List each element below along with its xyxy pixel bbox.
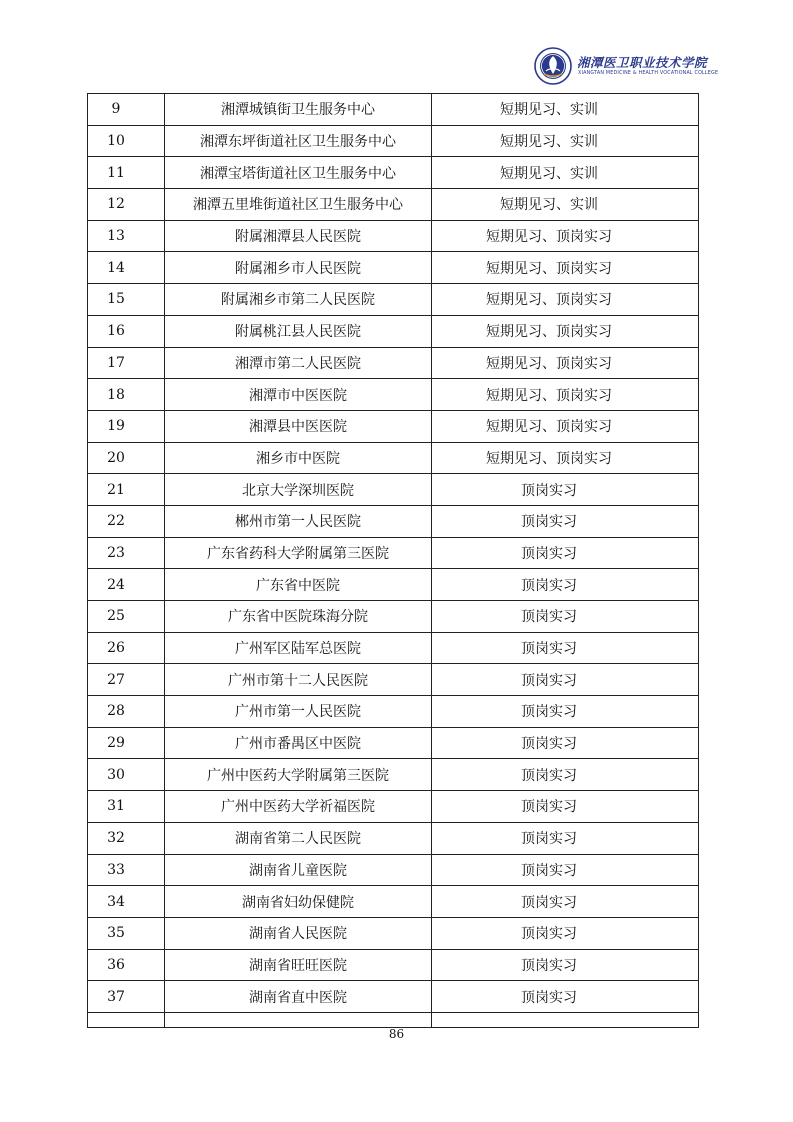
practice-type-cell <box>432 347 699 379</box>
table-row <box>88 886 699 918</box>
practice-type: 短期见习、顶岗实习 <box>486 229 612 246</box>
institution-name-cell <box>165 917 432 949</box>
table-row <box>88 727 699 759</box>
practice-type-cell <box>432 696 699 728</box>
institution-name: 郴州市第一人民医院 <box>235 514 361 531</box>
practice-type-cell <box>432 886 699 918</box>
institution-name-cell <box>165 379 432 411</box>
practice-type-cell <box>432 601 699 633</box>
institution-name-cell <box>165 252 432 284</box>
institution-name: 湘乡市中医院 <box>256 450 340 467</box>
practice-type-cell <box>432 189 699 221</box>
tail-cell <box>432 1012 699 1027</box>
table-row <box>88 601 699 633</box>
row-number: 28 <box>107 703 125 720</box>
practice-type: 顶岗实习 <box>521 577 577 594</box>
table-row <box>88 157 699 189</box>
table-row <box>88 379 699 411</box>
practice-type: 顶岗实习 <box>521 831 577 848</box>
row-number-cell <box>88 379 165 411</box>
institution-name: 湘潭市中医医院 <box>249 387 347 404</box>
table-row <box>88 252 699 284</box>
practice-type-cell <box>432 727 699 759</box>
institution-name-cell <box>165 632 432 664</box>
institution-name-cell <box>165 759 432 791</box>
practice-type: 顶岗实习 <box>521 767 577 784</box>
row-number-cell <box>88 601 165 633</box>
institution-name: 广东省中医院 <box>256 577 340 594</box>
row-number-cell <box>88 981 165 1013</box>
institution-name: 湖南省儿童医院 <box>249 862 347 879</box>
practice-type: 短期见习、顶岗实习 <box>486 419 612 436</box>
practice-type: 顶岗实习 <box>521 641 577 658</box>
college-logo <box>534 47 719 87</box>
row-number-cell <box>88 410 165 442</box>
row-number: 34 <box>107 893 125 910</box>
row-number-cell <box>88 94 165 126</box>
institution-name-cell <box>165 94 432 126</box>
table-row <box>88 220 699 252</box>
college-emblem-icon <box>534 47 572 85</box>
practice-type-cell <box>432 157 699 189</box>
institution-name-cell <box>165 981 432 1013</box>
row-number: 16 <box>107 323 125 340</box>
row-number-cell <box>88 822 165 854</box>
table-row <box>88 569 699 601</box>
table-row <box>88 791 699 823</box>
practice-type: 顶岗实习 <box>521 957 577 974</box>
tail-cell <box>88 1012 165 1027</box>
institution-name: 湘潭五里堆街道社区卫生服务中心 <box>193 197 403 214</box>
institution-name: 湘潭县中医医院 <box>249 419 347 436</box>
practice-type: 短期见习、顶岗实习 <box>486 324 612 341</box>
institution-name-cell <box>165 886 432 918</box>
practice-type-cell <box>432 949 699 981</box>
practice-type-cell <box>432 822 699 854</box>
row-number: 32 <box>107 830 125 847</box>
page-number: 86 <box>388 1027 405 1041</box>
row-number: 27 <box>107 671 125 688</box>
table-row <box>88 347 699 379</box>
practice-type-cell <box>432 569 699 601</box>
row-number: 29 <box>107 735 125 752</box>
practice-type: 短期见习、实训 <box>500 102 598 119</box>
tail-cell <box>165 1012 432 1027</box>
row-number: 37 <box>107 988 125 1005</box>
row-number: 19 <box>107 418 125 435</box>
institution-name-cell <box>165 854 432 886</box>
row-number-cell <box>88 252 165 284</box>
row-number: 25 <box>107 608 125 625</box>
institution-name: 湘潭市第二人民医院 <box>235 355 361 372</box>
institution-name: 湖南省旺旺医院 <box>249 957 347 974</box>
institution-name-cell <box>165 315 432 347</box>
practice-type-cell <box>432 220 699 252</box>
practice-type: 顶岗实习 <box>521 989 577 1006</box>
practice-type: 顶岗实习 <box>521 799 577 816</box>
practice-type: 顶岗实习 <box>521 704 577 721</box>
institution-name-cell <box>165 537 432 569</box>
table-row <box>88 189 699 221</box>
institution-name-cell <box>165 664 432 696</box>
institution-name-cell <box>165 569 432 601</box>
row-number-cell <box>88 886 165 918</box>
institution-name: 广州市番禺区中医院 <box>235 736 361 753</box>
practice-type-cell <box>432 759 699 791</box>
table-row <box>88 474 699 506</box>
practice-type: 短期见习、实训 <box>500 197 598 214</box>
row-number-cell <box>88 347 165 379</box>
institution-name-cell <box>165 727 432 759</box>
table-row <box>88 632 699 664</box>
institution-name: 广州中医药大学祈福医院 <box>221 799 375 816</box>
row-number-cell <box>88 791 165 823</box>
row-number-cell <box>88 157 165 189</box>
institution-name: 广东省中医院珠海分院 <box>228 609 368 626</box>
row-number: 31 <box>107 798 125 815</box>
institution-name: 湖南省第二人民医院 <box>235 831 361 848</box>
table-row <box>88 125 699 157</box>
institution-table <box>87 93 699 1028</box>
institution-name: 广东省药科大学附属第三医院 <box>207 545 389 562</box>
practice-type: 顶岗实习 <box>521 672 577 689</box>
row-number: 12 <box>107 196 125 213</box>
institution-name: 湘潭东坪街道社区卫生服务中心 <box>200 134 396 151</box>
practice-type-cell <box>432 252 699 284</box>
institution-name: 附属湘乡市第二人民医院 <box>221 292 375 309</box>
practice-type-cell <box>432 315 699 347</box>
practice-type: 短期见习、实训 <box>500 134 598 151</box>
row-number-cell <box>88 125 165 157</box>
practice-type-cell <box>432 917 699 949</box>
institution-name-cell <box>165 347 432 379</box>
row-number-cell <box>88 854 165 886</box>
practice-type-cell <box>432 854 699 886</box>
row-number-cell <box>88 949 165 981</box>
row-number-cell <box>88 632 165 664</box>
practice-type: 顶岗实习 <box>521 894 577 911</box>
row-number-cell <box>88 284 165 316</box>
practice-type: 顶岗实习 <box>521 862 577 879</box>
practice-type: 短期见习、顶岗实习 <box>486 387 612 404</box>
row-number: 15 <box>107 291 125 308</box>
institution-name-cell <box>165 696 432 728</box>
row-number: 21 <box>107 481 125 498</box>
row-number-cell <box>88 505 165 537</box>
row-number: 33 <box>107 861 125 878</box>
institution-name-cell <box>165 125 432 157</box>
table-row <box>88 94 699 126</box>
institution-name-cell <box>165 822 432 854</box>
practice-type-cell <box>432 442 699 474</box>
practice-type: 顶岗实习 <box>521 482 577 499</box>
row-number-cell <box>88 696 165 728</box>
institution-name-cell <box>165 949 432 981</box>
practice-type: 短期见习、实训 <box>500 165 598 182</box>
table-row <box>88 949 699 981</box>
row-number: 11 <box>107 164 125 181</box>
row-number-cell <box>88 315 165 347</box>
row-number: 10 <box>107 133 125 150</box>
institution-name: 广州市第十二人民医院 <box>228 672 368 689</box>
practice-type: 短期见习、顶岗实习 <box>486 260 612 277</box>
institution-name-cell <box>165 601 432 633</box>
table-row <box>88 442 699 474</box>
institution-name-cell <box>165 157 432 189</box>
practice-type: 短期见习、顶岗实习 <box>486 292 612 309</box>
row-number-cell <box>88 727 165 759</box>
institution-name: 广州中医药大学附属第三医院 <box>207 767 389 784</box>
table-row <box>88 696 699 728</box>
row-number-cell <box>88 917 165 949</box>
practice-type: 顶岗实习 <box>521 514 577 531</box>
practice-type-cell <box>432 981 699 1013</box>
practice-type-cell <box>432 94 699 126</box>
table-row <box>88 664 699 696</box>
institution-name: 北京大学深圳医院 <box>242 482 354 499</box>
institution-name-cell <box>165 474 432 506</box>
table-row <box>88 537 699 569</box>
institution-name-cell <box>165 791 432 823</box>
row-number: 23 <box>107 544 125 561</box>
practice-type-cell <box>432 537 699 569</box>
practice-type-cell <box>432 410 699 442</box>
institution-name-cell <box>165 220 432 252</box>
table-row <box>88 854 699 886</box>
row-number: 18 <box>107 386 125 403</box>
practice-type-cell <box>432 505 699 537</box>
row-number-cell <box>88 220 165 252</box>
row-number-cell <box>88 474 165 506</box>
row-number: 22 <box>107 513 125 530</box>
institution-name: 附属湘乡市人民医院 <box>235 260 361 277</box>
institution-name: 附属桃江县人民医院 <box>235 324 361 341</box>
table-row <box>88 981 699 1013</box>
practice-type: 短期见习、顶岗实习 <box>486 355 612 372</box>
institution-name-cell <box>165 410 432 442</box>
table-row <box>88 284 699 316</box>
institution-table-body <box>88 94 699 1028</box>
institution-name: 湖南省妇幼保健院 <box>242 894 354 911</box>
logo-chinese-name: 湘潭医卫职业技术学院 <box>577 55 708 70</box>
institution-name: 附属湘潭县人民医院 <box>235 229 361 246</box>
logo-english-name: XIANGTAN MEDICINE & HEALTH VOCATIONAL COLLEGE <box>578 71 719 76</box>
table-row <box>88 917 699 949</box>
practice-type-cell <box>432 791 699 823</box>
row-number-cell <box>88 442 165 474</box>
row-number: 17 <box>107 354 125 371</box>
institution-name: 广州军区陆军总医院 <box>235 641 361 658</box>
table-row <box>88 410 699 442</box>
institution-name: 湖南省直中医院 <box>249 989 347 1006</box>
practice-type: 顶岗实习 <box>521 545 577 562</box>
row-number-cell <box>88 189 165 221</box>
row-number-cell <box>88 537 165 569</box>
row-number: 24 <box>107 576 125 593</box>
practice-type-cell <box>432 125 699 157</box>
row-number-cell <box>88 664 165 696</box>
institution-name: 湖南省人民医院 <box>249 926 347 943</box>
institution-name-cell <box>165 189 432 221</box>
table-row <box>88 505 699 537</box>
practice-type: 顶岗实习 <box>521 736 577 753</box>
institution-name-cell <box>165 505 432 537</box>
practice-type-cell <box>432 632 699 664</box>
practice-type: 短期见习、顶岗实习 <box>486 450 612 467</box>
institution-name: 广州市第一人民医院 <box>235 704 361 721</box>
row-number: 9 <box>111 101 121 118</box>
row-number: 20 <box>107 449 125 466</box>
practice-type-cell <box>432 284 699 316</box>
row-number: 36 <box>107 956 125 973</box>
institution-name: 湘潭城镇街卫生服务中心 <box>221 102 375 119</box>
practice-type: 顶岗实习 <box>521 609 577 626</box>
row-number: 26 <box>107 640 125 657</box>
table-row <box>88 759 699 791</box>
practice-type: 顶岗实习 <box>521 926 577 943</box>
practice-type-cell <box>432 664 699 696</box>
row-number-cell <box>88 759 165 791</box>
row-number: 35 <box>107 925 125 942</box>
row-number: 30 <box>107 766 125 783</box>
row-number: 13 <box>107 228 125 245</box>
row-number-cell <box>88 569 165 601</box>
row-number: 14 <box>107 259 125 276</box>
table-row <box>88 315 699 347</box>
table-row-tail <box>88 1012 699 1027</box>
table-row <box>88 822 699 854</box>
practice-type-cell <box>432 474 699 506</box>
institution-name: 湘潭宝塔街道社区卫生服务中心 <box>200 165 396 182</box>
practice-type-cell <box>432 379 699 411</box>
institution-name-cell <box>165 284 432 316</box>
institution-name-cell <box>165 442 432 474</box>
